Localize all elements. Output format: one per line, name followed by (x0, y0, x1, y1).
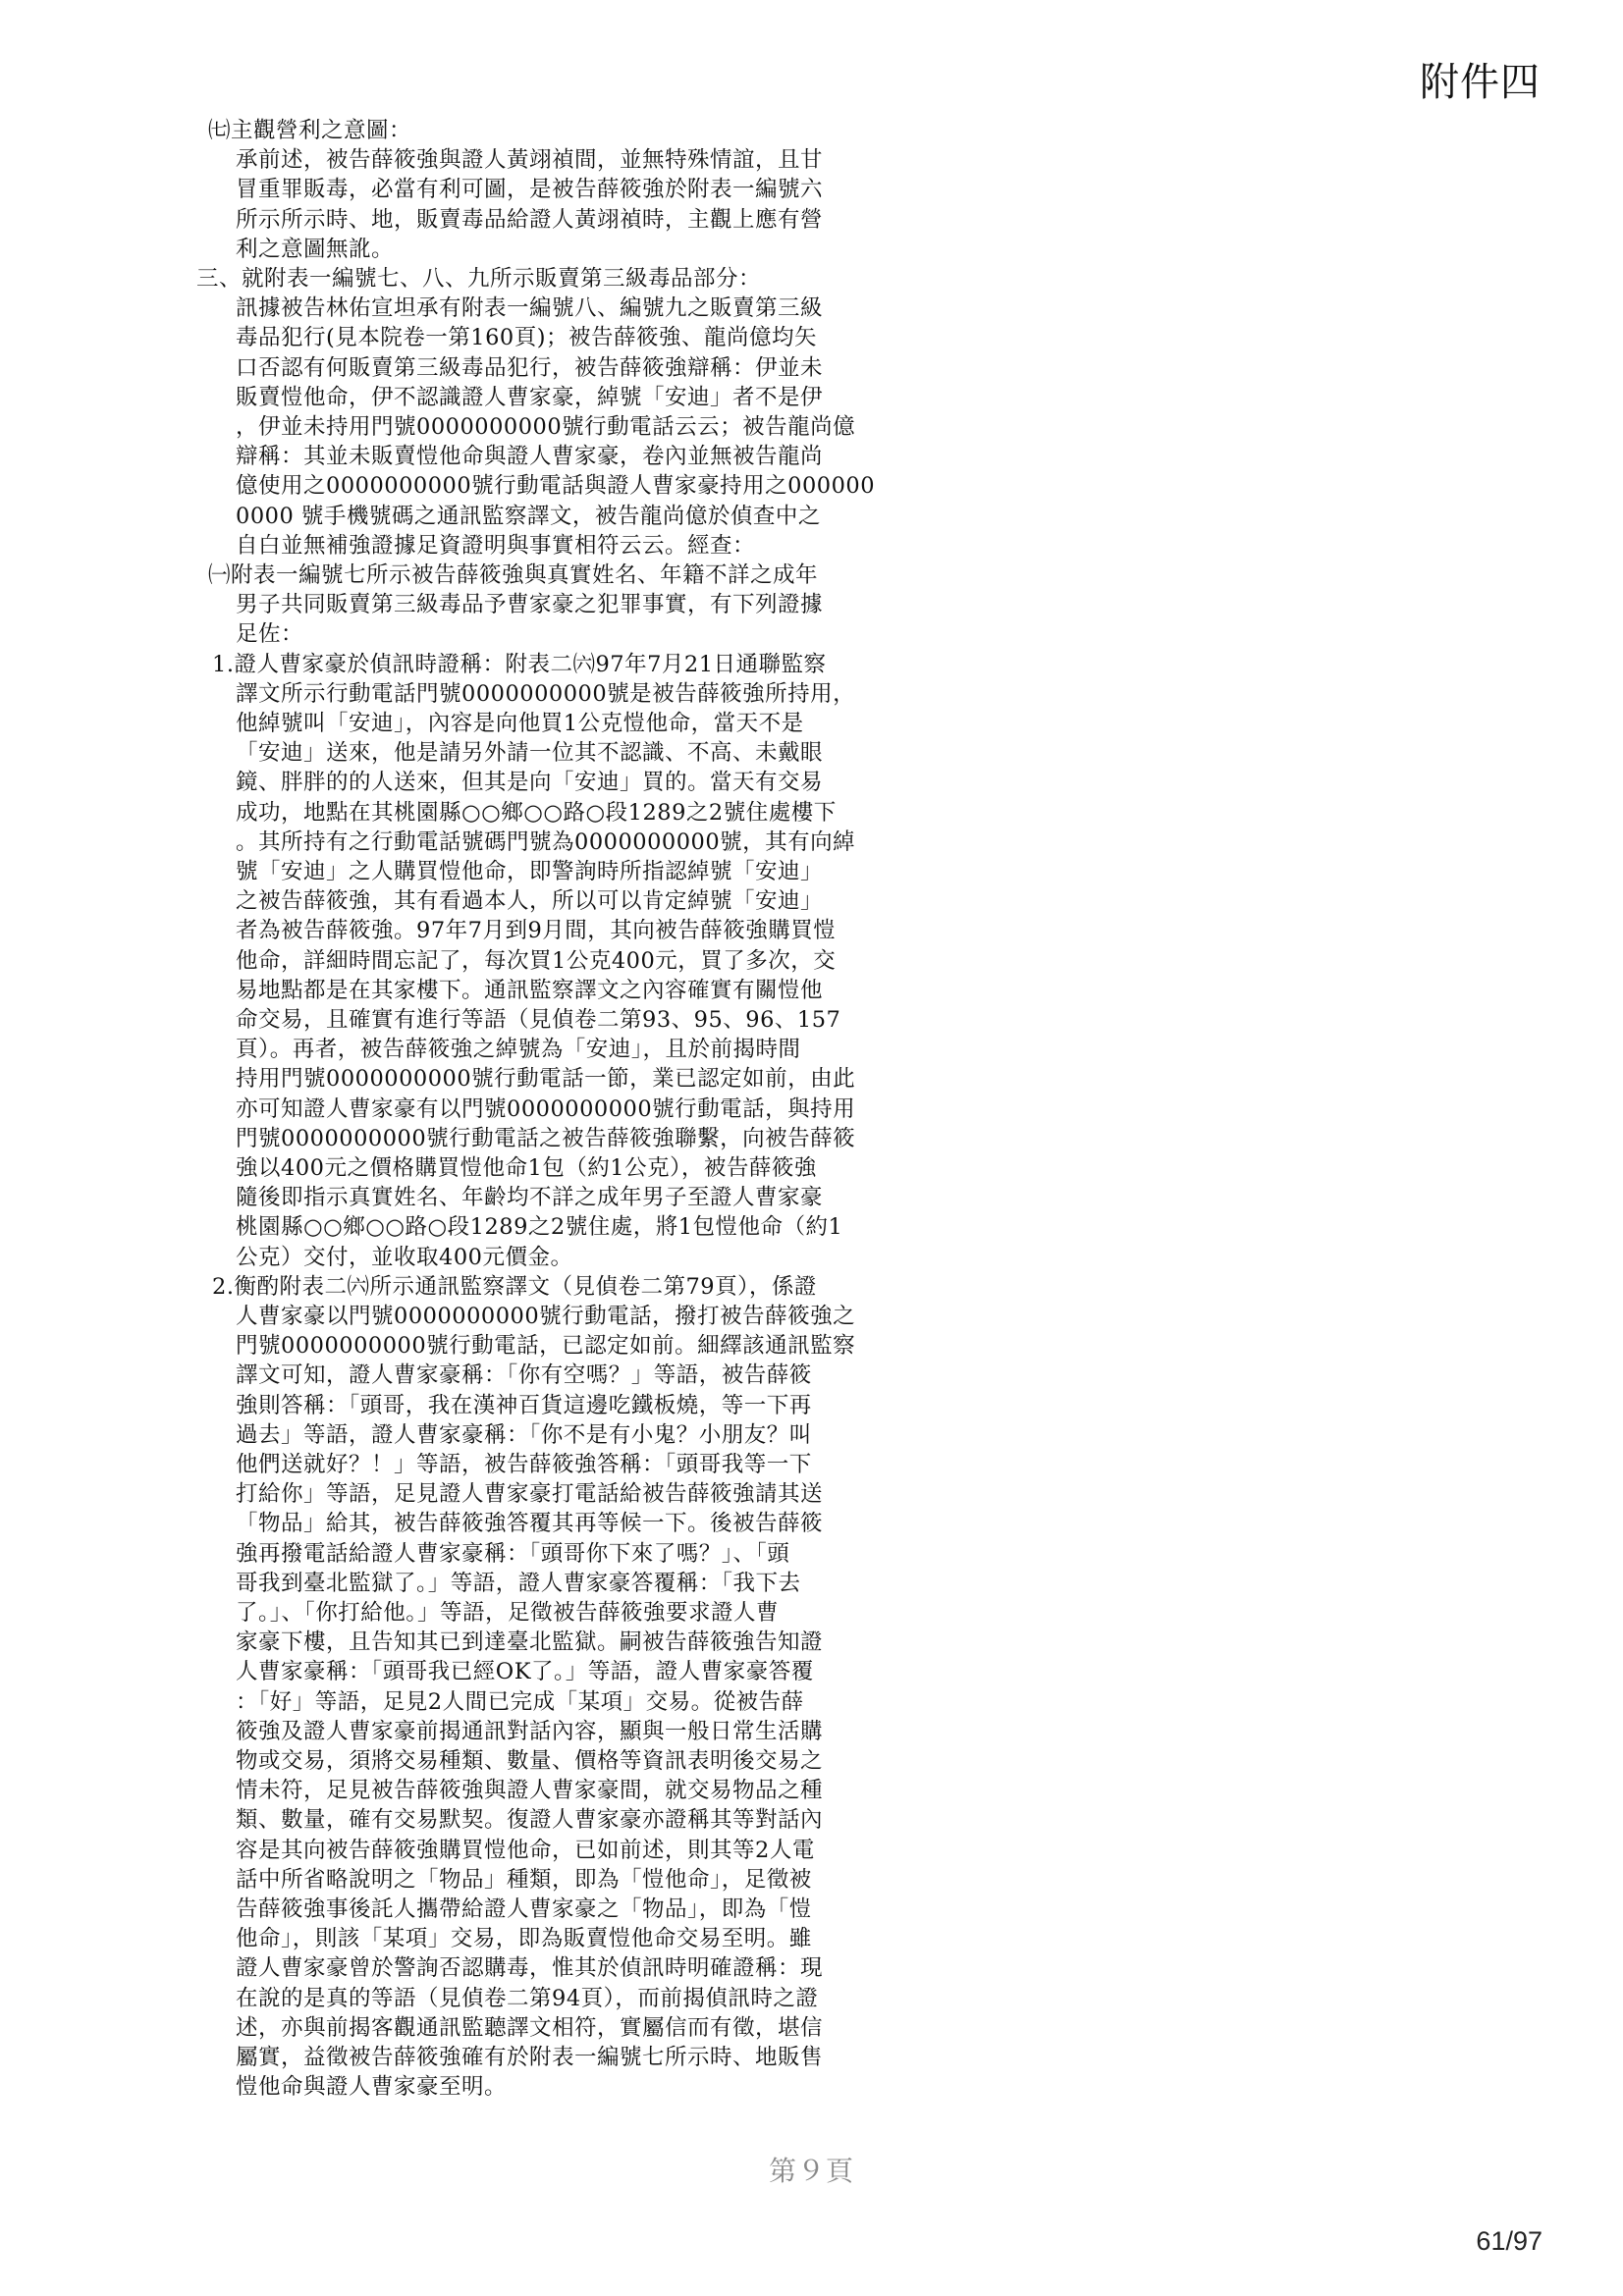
text-line: ：「好」等語，足見2人間已完成「某項」交易。從被告薛 (236, 1688, 804, 1715)
text-line: 利之意圖無訛。 (236, 236, 395, 262)
text-line: 述，亦與前揭客觀通訊監聽譯文相符，實屬信而有徵，堪信 (236, 2014, 824, 2041)
text-line: ㈦主觀營利之意圖： (208, 118, 412, 143)
text-line: 毒品犯行(見本院卷一第160頁)；被告薛筱強、龍尚億均矢 (236, 325, 818, 351)
text-line: 。其所持有之行動電話號碼門號為0000000000號，其有向綽 (236, 828, 856, 855)
text-line: 億使用之0000000000號行動電話與證人曹家豪持用之000000 (236, 473, 876, 500)
text-line: 公克）交付，並收取400元價金。 (236, 1244, 573, 1270)
text-line: 筱強及證人曹家豪前揭通訊對話內容，顯與一般日常生活購 (236, 1718, 824, 1744)
text-line: 哥我到臺北監獄了。」等語，證人曹家豪答覆稱：「我下去 (236, 1570, 801, 1596)
text-line: 過去」等語，證人曹家豪稱：「你不是有小鬼？小朋友？叫 (236, 1421, 812, 1448)
text-line: 口否認有何販賣第三級毒品犯行，被告薛筱強辯稱：伊並未 (236, 354, 824, 381)
text-line: 他們送就好？！」等語，被告薛筱強答稱：「頭哥我等一下 (236, 1452, 812, 1477)
text-line: 他命，詳細時間忘記了，每次買1公克400元，買了多次，交 (236, 947, 837, 974)
text-line: 譯文所示行動電話門號0000000000號是被告薛筱強所持用， (236, 680, 856, 707)
text-line: 成功，地點在其桃園縣○○鄉○○路○段1289之2號住處樓下 (236, 799, 837, 826)
text-line: 容是其向被告薛筱強購買愷他命，已如前述，則其等2人電 (236, 1837, 815, 1863)
text-line: 「安迪」送來，他是請另外請一位其不認識、不高、未戴眼 (236, 740, 824, 767)
text-line: 強則答稱：「頭哥，我在漢神百貨這邊吃鐵板燒，等一下再 (236, 1392, 812, 1418)
text-line: 譯文可知，證人曹家豪稱：「你有空嗎？」等語，被告薛筱 (236, 1362, 812, 1389)
text-line: 愷他命與證人曹家豪至明。 (236, 2074, 508, 2101)
text-line: 者為被告薛筱強。97年7月到9月間，其向被告薛筱強購買愷 (236, 918, 837, 944)
text-line: 冒重罪販毒，必當有利可圖，是被告薛筱強於附表一編號六 (236, 177, 824, 203)
text-line: 情未符，足見被告薛筱強與證人曹家豪間，就交易物品之種 (236, 1778, 824, 1804)
text-line: 足佐： (236, 621, 304, 648)
text-line: ，伊並未持用門號0000000000號行動電話云云；被告龍尚億 (236, 414, 856, 440)
attachment-label: 附件四 (1420, 60, 1541, 105)
text-line: 辯稱：其並未販賣愷他命與證人曹家豪，卷內並無被告龍尚 (236, 444, 824, 470)
text-line: 家豪下樓，且告知其已到達臺北監獄。嗣被告薛筱強告知證 (236, 1629, 824, 1656)
text-line: 男子共同販賣第三級毒品予曹家豪之犯罪事實，有下列證據 (236, 592, 824, 618)
text-line: 物或交易，須將交易種類、數量、價格等資訊表明後交易之 (236, 1748, 824, 1774)
text-line: 易地點都是在其家樓下。通訊監察譯文之內容確實有關愷他 (236, 977, 824, 1003)
text-line: 亦可知證人曹家豪有以門號0000000000號行動電話，與持用 (236, 1095, 856, 1122)
text-line: 桃園縣○○鄉○○路○段1289之2號住處，將1包愷他命（約1 (236, 1214, 843, 1241)
text-line: ㈠附表一編號七所示被告薛筱強與真實姓名、年籍不詳之成年 (208, 562, 819, 588)
text-line: 頁）。再者，被告薛筱強之綽號為「安迪」，且於前揭時間 (236, 1037, 801, 1063)
text-line: 2.衡酌附表二㈥所示通訊監察譯文（見偵卷二第79頁），係證 (212, 1273, 817, 1300)
text-line: 0000 號手機號碼之通訊監察譯文，被告龍尚億於偵查中之 (236, 503, 821, 529)
text-line: 他命」，則該「某項」交易，即為販賣愷他命交易至明。雖 (236, 1926, 812, 1952)
text-line: 在說的是真的等語（見偵卷二第94頁），而前揭偵訊時之證 (236, 1985, 819, 2011)
text-line: 了。」、「你打給他。」等語，足徵被告薛筱強要求證人曹 (236, 1600, 780, 1626)
text-line: 鏡、胖胖的的人送來，但其是向「安迪」買的。當天有交易 (236, 770, 824, 796)
text-line: 人曹家豪稱：「頭哥我已經OK了。」等語，證人曹家豪答覆 (236, 1659, 814, 1685)
text-line: 自白並無補強證據足資證明與事實相符云云。經查： (236, 532, 756, 559)
text-line: 告薛筱強事後託人攜帶給證人曹家豪之「物品」，即為「愷 (236, 1896, 812, 1922)
text-line: 訊據被告林佑宣坦承有附表一編號八、編號九之販賣第三級 (236, 295, 824, 322)
text-line: 強再撥電話給證人曹家豪稱：「頭哥你下來了嗎？」、「頭 (236, 1540, 790, 1567)
text-line: 他綽號叫「安迪」，內容是向他買1公克愷他命，當天不是 (236, 711, 804, 736)
text-line: 之被告薛筱強，其有看過本人，所以可以肯定綽號「安迪」 (236, 888, 824, 915)
text-line: 三、就附表一編號七、八、九所示販賣第三級毒品部分： (196, 266, 762, 292)
text-line: 承前述，被告薛筱強與證人黃翊禎間，並無特殊情誼，且甘 (236, 147, 824, 174)
text-line: 話中所省略說明之「物品」種類，即為「愷他命」，足徵被 (236, 1866, 812, 1893)
text-line: 類、數量，確有交易默契。復證人曹家豪亦證稱其等對話內 (236, 1807, 824, 1834)
text-line: 證人曹家豪曾於警詢否認購毒，惟其於偵訊時明確證稱：現 (236, 1955, 824, 1982)
text-line: 所示所示時、地，販賣毒品給證人黃翊禎時，主觀上應有營 (236, 206, 824, 233)
text-line: 「物品」給其，被告薛筱強答覆其再等候一下。後被告薛筱 (236, 1511, 824, 1537)
text-line: 打給你」等語，足見證人曹家豪打電話給被告薛筱強請其送 (236, 1481, 824, 1508)
text-line: 1.證人曹家豪於偵訊時證稱：附表二㈥97年7月21日通聯監察 (212, 651, 827, 677)
text-line: 販賣愷他命，伊不認識證人曹家豪，綽號「安迪」者不是伊 (236, 384, 824, 410)
text-line: 持用門號0000000000號行動電話一節，業已認定如前，由此 (236, 1066, 856, 1093)
page-total: 61/97 (1476, 2226, 1542, 2256)
text-line: 門號0000000000號行動電話，已認定如前。細繹該通訊監察 (236, 1333, 856, 1360)
text-line: 隨後即指示真實姓名、年齡均不詳之成年男子至證人曹家豪 (236, 1185, 824, 1211)
text-line: 號「安迪」之人購買愷他命，即警詢時所指認綽號「安迪」 (236, 859, 824, 884)
text-line: 屬實，益徵被告薛筱強確有於附表一編號七所示時、地販售 (236, 2045, 824, 2070)
text-line: 人曹家豪以門號0000000000號行動電話，撥打被告薛筱強之 (236, 1304, 856, 1329)
text-line: 命交易，且確實有進行等語（見偵卷二第93、95、96、157 (236, 1007, 841, 1033)
page-number: 第９頁 (768, 2155, 854, 2187)
text-line: 門號0000000000號行動電話之被告薛筱強聯繫，向被告薛筱 (236, 1125, 856, 1151)
text-line: 強以400元之價格購買愷他命1包（約1公克），被告薛筱強 (236, 1155, 817, 1181)
